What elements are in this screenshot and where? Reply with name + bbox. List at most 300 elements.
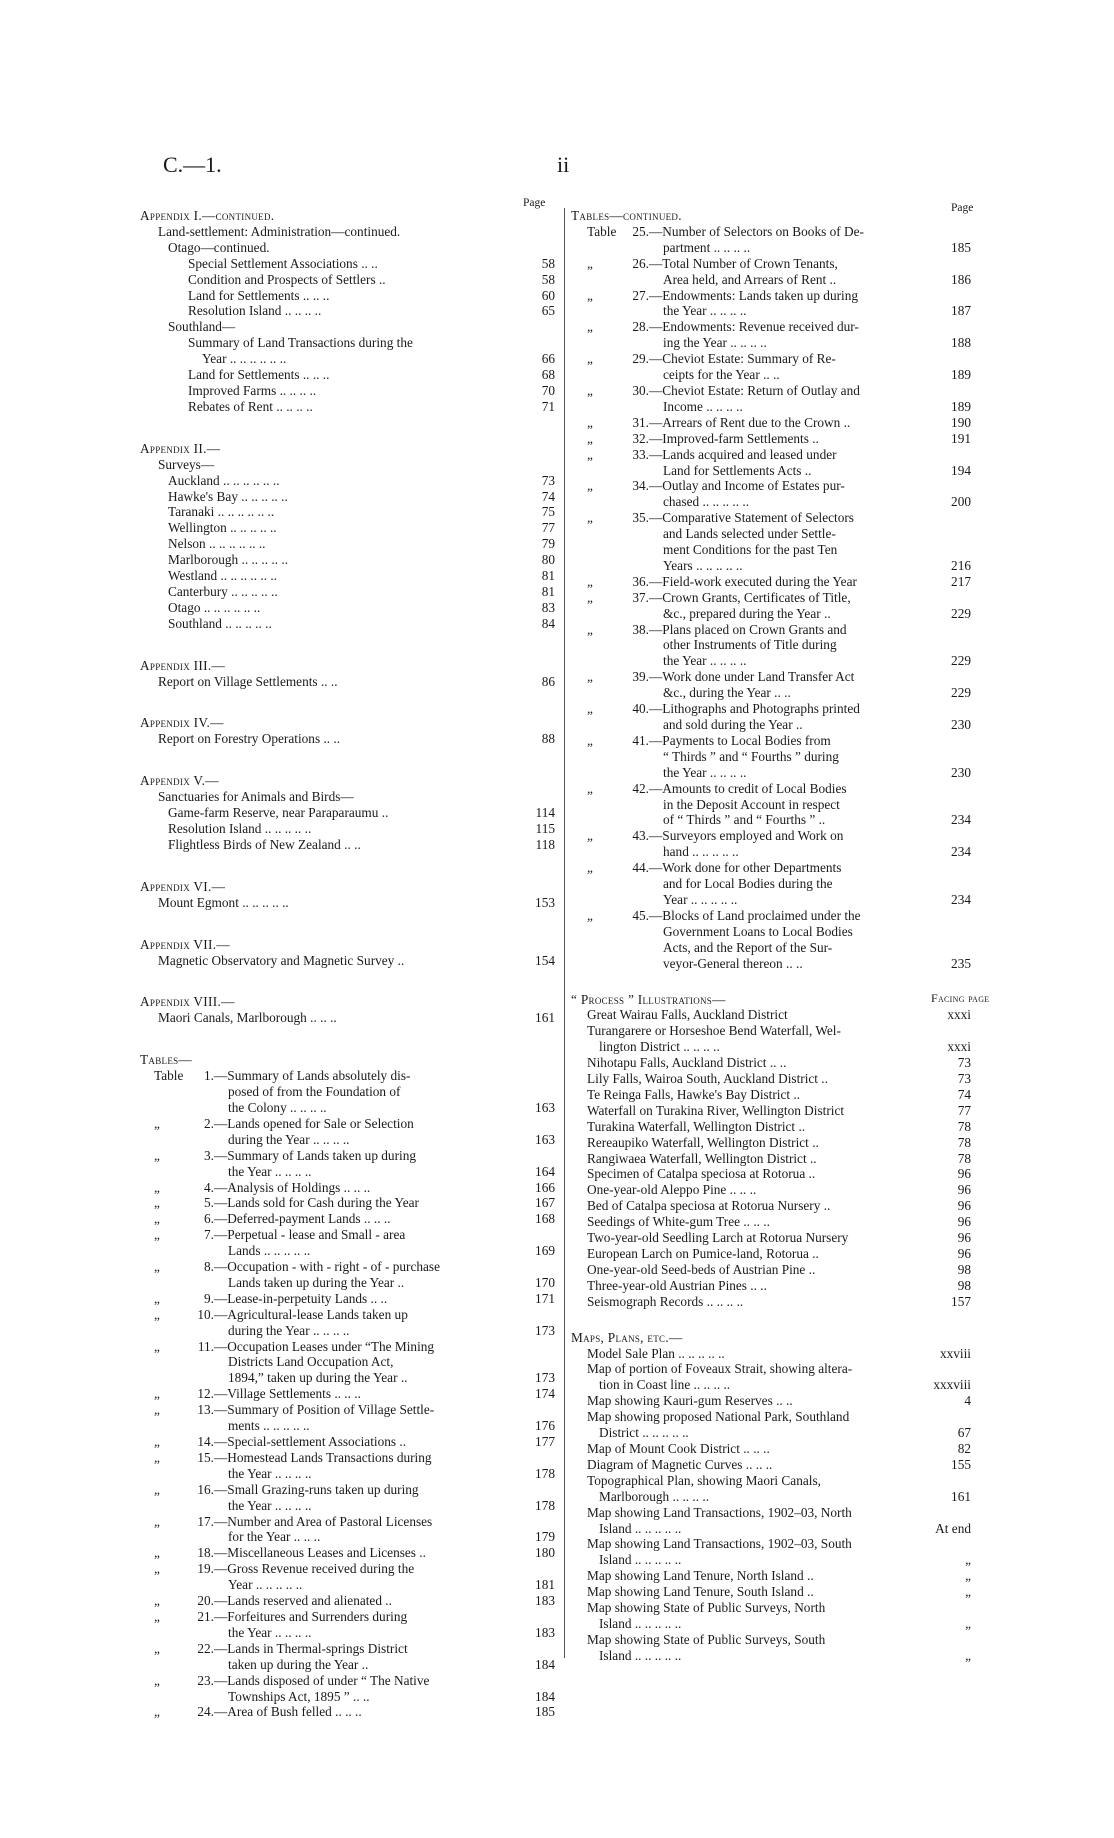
entry-text: Map showing Land Tenure, South Island .. xyxy=(587,1584,814,1600)
entry-page: 170 xyxy=(535,1274,555,1290)
table-entry-line xyxy=(571,940,971,956)
table-number: 42. xyxy=(632,780,649,796)
toc-entry xyxy=(140,552,555,568)
entry-text: Marlborough .. .. .. .. xyxy=(599,1488,710,1504)
table-entry xyxy=(140,1704,555,1720)
table-title: —Homestead Lands Transactions during xyxy=(214,1449,432,1465)
map-entry-line xyxy=(571,1536,971,1552)
left-page-column-label: Page xyxy=(523,197,546,209)
table-prefix: „ xyxy=(587,414,593,430)
table-entry-line xyxy=(571,860,971,876)
entry-page: 84 xyxy=(541,615,555,631)
table-prefix: „ xyxy=(154,1704,160,1720)
document-reference: C.—1. xyxy=(163,152,222,177)
table-prefix: „ xyxy=(154,1513,160,1529)
table-prefix: „ xyxy=(154,1449,160,1465)
table-entry-line xyxy=(140,1084,555,1100)
table-entry xyxy=(571,383,971,415)
table-entry-line xyxy=(140,1307,555,1323)
table-entry-line xyxy=(140,1068,555,1084)
toc-entry: Game-farm Reserve, near Paraparaumu .. 114 xyxy=(168,805,555,821)
toc-entry xyxy=(140,616,555,632)
entry-text: Map showing State of Public Surveys, South xyxy=(587,1631,826,1647)
table-entry-line xyxy=(571,781,971,797)
table-number: 33. xyxy=(632,446,649,462)
entry-text: Turakina Waterfall, Wellington District .. xyxy=(587,1118,806,1134)
table-entry-line xyxy=(571,797,971,813)
table-entry-line xyxy=(140,1195,555,1211)
entry-page: 177 xyxy=(535,1434,555,1449)
table-prefix: „ xyxy=(154,1434,160,1449)
map-entry-line xyxy=(571,1600,971,1616)
table-title: Years .. .. .. .. .. xyxy=(663,557,743,573)
table-entry-line xyxy=(571,383,971,399)
entry-page: 191 xyxy=(951,430,971,446)
table-prefix: „ xyxy=(154,1593,160,1609)
table-entry xyxy=(571,828,971,860)
table-entry-line xyxy=(140,1577,555,1593)
entry-page: xxxviii xyxy=(933,1377,971,1393)
entry-text: Map of portion of Foveaux Strait, showing altera- xyxy=(587,1361,853,1377)
entry-page: 96 xyxy=(957,1214,971,1230)
table-entry-line xyxy=(140,1164,555,1180)
entry-page: 81 xyxy=(541,568,555,584)
entry-page: 185 xyxy=(951,239,971,255)
table-entry-line xyxy=(571,685,971,701)
table-entry xyxy=(140,1068,555,1116)
entry-page: „ xyxy=(965,1647,971,1663)
table-entry-line xyxy=(140,1323,555,1339)
table-prefix: „ xyxy=(154,1481,160,1497)
table-entry-line xyxy=(140,1450,555,1466)
table-entry-line xyxy=(140,1370,555,1386)
map-entry-line xyxy=(571,1361,971,1377)
table-number: 7. xyxy=(204,1227,214,1243)
table-number: 43. xyxy=(632,828,649,844)
table-entry-line xyxy=(140,1243,555,1259)
map-entry-line xyxy=(571,1552,971,1568)
table-title: Area held, and Arrears of Rent .. xyxy=(663,271,837,287)
table-number: 12. xyxy=(197,1386,214,1402)
entry-page: xxxi xyxy=(947,1007,971,1023)
entry-text: Turangarere or Horseshoe Bend Waterfall, Wel- xyxy=(587,1023,841,1039)
toc-entry: Year .. .. .. .. .. .. 66 xyxy=(202,351,555,367)
table-prefix: „ xyxy=(587,860,593,876)
illustration-entry-line xyxy=(571,1182,971,1198)
facing-page-label: Facing page xyxy=(931,990,990,1005)
table-entry xyxy=(140,1641,555,1673)
table-number: 6. xyxy=(204,1211,214,1227)
table-entry xyxy=(140,1116,555,1148)
table-title: of “ Thirds ” and “ Fourths ” .. xyxy=(663,812,826,828)
toc-entry: Land for Settlements .. .. .. 68 xyxy=(188,367,555,383)
table-prefix: „ xyxy=(587,732,593,748)
entry-page: 230 xyxy=(951,717,971,732)
entry-text: Wellington .. .. .. .. .. xyxy=(168,520,277,536)
table-entry xyxy=(140,1514,555,1546)
table-entry xyxy=(140,1307,555,1339)
toc-entry: Mount Egmont .. .. .. .. .. 153 xyxy=(158,894,555,910)
entry-page: 79 xyxy=(541,536,555,552)
table-prefix: „ xyxy=(587,701,593,717)
table-prefix: „ xyxy=(587,589,593,605)
entry-page: xxxi xyxy=(947,1039,971,1055)
table-entry-line xyxy=(571,653,971,669)
entry-page: 194 xyxy=(951,462,971,478)
entry-page: 183 xyxy=(535,1593,555,1609)
table-number: 41. xyxy=(632,732,649,748)
table-prefix: „ xyxy=(154,1306,160,1322)
table-title: Land for Settlements Acts .. xyxy=(663,462,812,478)
table-title: and for Local Bodies during the xyxy=(663,876,833,892)
table-entry-line xyxy=(571,669,971,685)
entry-page: 181 xyxy=(535,1577,555,1593)
land-settlement-heading: Land-settlement: Administration—continued. xyxy=(158,223,401,239)
table-title: —Payments to Local Bodies from xyxy=(649,732,831,748)
illustrations-list xyxy=(571,1007,971,1309)
entry-text: Waterfall on Turakina River, Wellington District xyxy=(587,1102,845,1118)
entry-text: Topographical Plan, showing Maori Canals, xyxy=(587,1472,821,1488)
entry-text: Map of Mount Cook District .. .. .. xyxy=(587,1440,770,1456)
toc-entry: Magnetic Observatory and Magnetic Survey .. 154 xyxy=(158,952,555,968)
table-title: —Small Grazing-runs taken up during xyxy=(214,1481,419,1497)
table-prefix: „ xyxy=(587,446,593,462)
table-entry-line xyxy=(571,574,971,590)
table-number: 27. xyxy=(632,287,649,303)
entry-page: 190 xyxy=(951,414,971,430)
table-number: 18. xyxy=(197,1545,214,1561)
entry-text: Canterbury .. .. .. .. .. xyxy=(168,583,278,599)
entry-page: At end xyxy=(935,1520,971,1536)
entry-page: 73 xyxy=(957,1055,971,1071)
maps-list xyxy=(571,1346,971,1664)
table-title: —Number of Selectors on Books of De- xyxy=(649,223,864,239)
illustration-entry-line xyxy=(571,1214,971,1230)
table-title: Lands taken up during the Year .. xyxy=(228,1274,405,1290)
table-number: 3. xyxy=(204,1147,214,1163)
table-entry xyxy=(571,351,971,383)
entry-text: Island .. .. .. .. .. xyxy=(599,1520,682,1536)
table-title: —Improved-farm Settlements .. xyxy=(649,430,819,446)
table-prefix: „ xyxy=(587,907,593,923)
entry-page: 171 xyxy=(535,1290,555,1306)
map-entry-line xyxy=(571,1521,971,1537)
table-entry-line xyxy=(140,1545,555,1561)
table-prefix: „ xyxy=(587,351,593,367)
entry-text: Map showing Land Transactions, 1902–03, South xyxy=(587,1536,852,1552)
table-prefix: Table xyxy=(587,223,617,239)
table-entry-line xyxy=(140,1498,555,1514)
table-prefix: „ xyxy=(154,1402,160,1418)
table-entry-line xyxy=(571,637,971,653)
table-entry-line xyxy=(140,1609,555,1625)
table-number: 35. xyxy=(632,510,649,526)
table-title: —Miscellaneous Leases and Licenses .. xyxy=(214,1545,426,1561)
entry-page: „ xyxy=(965,1584,971,1600)
entry-page: 186 xyxy=(951,271,971,287)
table-entry xyxy=(571,256,971,288)
table-title: —Summary of Lands taken up during xyxy=(214,1147,417,1163)
entry-page: 174 xyxy=(535,1386,555,1402)
table-title: —Lands in Thermal-springs District xyxy=(214,1640,408,1656)
table-entry-line xyxy=(140,1641,555,1657)
entry-page: 82 xyxy=(957,1440,971,1456)
table-number: 44. xyxy=(632,860,649,876)
entry-page: 163 xyxy=(535,1099,555,1115)
table-prefix: „ xyxy=(154,1386,160,1402)
entry-page: 176 xyxy=(535,1418,555,1434)
table-entry xyxy=(571,781,971,829)
table-prefix: „ xyxy=(154,1211,160,1227)
table-entry xyxy=(140,1195,555,1211)
tables-list-continued xyxy=(571,224,971,972)
table-entry-line xyxy=(140,1673,555,1689)
entry-page: 155 xyxy=(951,1456,971,1472)
table-prefix: „ xyxy=(154,1259,160,1275)
table-title: —Endowments: Revenue received dur- xyxy=(649,319,859,335)
toc-entry xyxy=(140,536,555,552)
table-title: and Lands selected under Settle- xyxy=(663,526,836,542)
table-entry xyxy=(140,1180,555,1196)
entry-page: 229 xyxy=(951,685,971,701)
table-entry-line xyxy=(571,351,971,367)
entry-text: Lily Falls, Wairoa South, Auckland District .. xyxy=(587,1071,828,1087)
table-title: Districts Land Occupation Act, xyxy=(228,1354,394,1370)
map-entry-line xyxy=(571,1473,971,1489)
table-number: 5. xyxy=(204,1195,214,1211)
table-number: 45. xyxy=(632,907,649,923)
table-prefix: „ xyxy=(587,255,593,271)
entry-page: 164 xyxy=(535,1163,555,1179)
entry-page: 78 xyxy=(957,1134,971,1150)
left-column xyxy=(140,208,555,1720)
table-entry xyxy=(571,860,971,908)
table-entry-line xyxy=(140,1227,555,1243)
entry-page: 166 xyxy=(535,1179,555,1195)
illustration-entry-line xyxy=(571,1023,971,1039)
table-title: —Lease-in-perpetuity Lands .. .. xyxy=(214,1290,388,1306)
table-title: —Arrears of Rent due to the Crown .. xyxy=(649,414,851,430)
table-entry-line xyxy=(140,1418,555,1434)
table-number: 30. xyxy=(632,382,649,398)
toc-entry: Resolution Island .. .. .. .. .. 115 xyxy=(168,821,555,836)
table-title: other Instruments of Title during xyxy=(663,637,837,653)
table-title: —Work done under Land Transfer Act xyxy=(649,669,855,685)
table-entry-line xyxy=(571,272,971,288)
entry-text: Island .. .. .. .. .. xyxy=(599,1647,682,1663)
table-title: “ Thirds ” and “ Fourths ” during xyxy=(663,748,839,764)
table-title: —Endowments: Lands taken up during xyxy=(649,287,859,303)
table-prefix: „ xyxy=(154,1195,160,1211)
table-prefix: „ xyxy=(154,1545,160,1561)
appendix-5-heading: Appendix V.— xyxy=(140,773,219,789)
table-title: the Colony .. .. .. .. xyxy=(228,1099,327,1115)
table-entry xyxy=(571,510,971,574)
table-number: 39. xyxy=(632,669,649,685)
entry-page: 96 xyxy=(957,1230,971,1246)
entry-text: Marlborough .. .. .. .. .. xyxy=(168,552,289,568)
table-entry xyxy=(140,1291,555,1307)
table-entry-line xyxy=(571,828,971,844)
table-title: hand .. .. .. .. .. xyxy=(663,844,739,860)
table-entry xyxy=(140,1148,555,1180)
table-number: 22. xyxy=(197,1640,214,1656)
entry-page: 157 xyxy=(951,1293,971,1309)
otago-heading: Otago—continued. xyxy=(168,239,270,255)
entry-page: 77 xyxy=(541,520,555,536)
table-title: for the Year .. .. .. xyxy=(228,1529,321,1545)
illustration-entry-line xyxy=(571,1055,971,1071)
table-number: 9. xyxy=(204,1290,214,1306)
entry-text: Map showing proposed National Park, Southland xyxy=(587,1409,850,1425)
map-entry-line xyxy=(571,1616,971,1632)
table-title: —Lands sold for Cash during the Year xyxy=(214,1195,419,1211)
entry-page: 73 xyxy=(957,1071,971,1087)
table-entry-line xyxy=(571,303,971,319)
table-entry xyxy=(140,1339,555,1387)
table-title: &c., during the Year .. .. xyxy=(663,685,791,701)
table-title: —Lithographs and Photographs printed xyxy=(649,701,860,717)
table-title: Government Loans to Local Bodies xyxy=(663,923,853,939)
toc-entry: Report on Village Settlements .. .. 86 xyxy=(158,673,555,689)
table-entry-line xyxy=(140,1657,555,1673)
toc-entry xyxy=(140,473,555,489)
entry-text: Seedings of White-gum Tree .. .. .. xyxy=(587,1214,770,1230)
table-entry-line xyxy=(571,367,971,383)
table-number: 36. xyxy=(632,573,649,589)
table-title: —Work done for other Departments xyxy=(649,860,842,876)
entry-page: „ xyxy=(965,1568,971,1584)
table-title: —Perpetual - lease and Small - area xyxy=(214,1227,406,1243)
table-title: ments .. .. .. .. .. xyxy=(228,1418,310,1434)
right-column xyxy=(571,208,990,1664)
table-title: the Year .. .. .. .. xyxy=(228,1497,312,1513)
table-entry xyxy=(140,1386,555,1402)
table-number: 23. xyxy=(197,1672,214,1688)
entry-text: Map showing Land Transactions, 1902–03, North xyxy=(587,1504,852,1520)
table-entry-line xyxy=(140,1466,555,1482)
table-entry xyxy=(140,1593,555,1609)
table-entry-line xyxy=(140,1259,555,1275)
table-entry-line xyxy=(571,431,971,447)
table-number: 29. xyxy=(632,351,649,367)
entry-page: 169 xyxy=(535,1243,555,1259)
toc-entry: Land for Settlements .. .. .. 60 xyxy=(188,287,555,303)
entry-page: 185 xyxy=(535,1704,555,1720)
table-entry-line xyxy=(571,733,971,749)
table-title: the Year .. .. .. .. xyxy=(663,303,747,319)
maps-heading: Maps, Plans, etc.— xyxy=(571,1329,683,1345)
table-title: Year .. .. .. .. .. xyxy=(663,891,738,907)
entry-text: Nelson .. .. .. .. .. .. xyxy=(168,536,266,552)
table-title: —Lands disposed of under “ The Native xyxy=(214,1672,430,1688)
sanctuaries-heading: Sanctuaries for Animals and Birds— xyxy=(158,789,354,805)
table-prefix: „ xyxy=(154,1290,160,1306)
table-number: 20. xyxy=(197,1593,214,1609)
table-entry-line xyxy=(140,1275,555,1291)
entry-text: Seismograph Records .. .. .. .. xyxy=(587,1293,744,1309)
entry-text: Three-year-old Austrian Pines .. .. xyxy=(587,1277,767,1293)
table-entry-line xyxy=(571,908,971,924)
table-title: —Blocks of Land proclaimed under the xyxy=(649,907,861,923)
entry-text: Diagram of Magnetic Curves .. .. .. xyxy=(587,1456,773,1472)
entry-page: 178 xyxy=(535,1465,555,1481)
table-entry xyxy=(140,1434,555,1450)
map-entry-line xyxy=(571,1346,971,1362)
toc-entry: Report on Forestry Operations .. .. 88 xyxy=(158,731,555,747)
table-entry-line xyxy=(140,1291,555,1307)
table-title: Townships Act, 1895 ” .. .. xyxy=(228,1688,370,1704)
table-title: —Deferred-payment Lands .. .. .. xyxy=(214,1211,391,1227)
table-entry-line xyxy=(571,749,971,765)
table-title: —Surveyors employed and Work on xyxy=(649,828,844,844)
table-entry-line xyxy=(571,590,971,606)
illustration-entry-line xyxy=(571,1246,971,1262)
table-entry-line xyxy=(140,1211,555,1227)
entry-text: Model Sale Plan .. .. .. .. .. xyxy=(587,1345,725,1361)
table-entry-line xyxy=(571,240,971,256)
entry-page: 178 xyxy=(535,1497,555,1513)
table-prefix: „ xyxy=(154,1147,160,1163)
table-prefix: „ xyxy=(587,828,593,844)
table-entry-line xyxy=(571,542,971,558)
table-number: 40. xyxy=(632,701,649,717)
entry-page: 216 xyxy=(951,557,971,573)
table-entry xyxy=(571,447,971,479)
table-number: 1. xyxy=(204,1068,214,1084)
table-number: 2. xyxy=(204,1115,214,1131)
table-entry xyxy=(140,1227,555,1259)
entry-page: 173 xyxy=(535,1322,555,1338)
table-title: —Agricultural-lease Lands taken up xyxy=(214,1306,408,1322)
table-entry xyxy=(140,1561,555,1593)
entry-text: lington District .. .. .. .. xyxy=(599,1039,720,1055)
entry-text: Island .. .. .. .. .. xyxy=(599,1615,682,1631)
table-title: —Comparative Statement of Selectors xyxy=(649,510,854,526)
table-title: partment .. .. .. .. xyxy=(663,239,751,255)
illustration-entry-line xyxy=(571,1071,971,1087)
table-title: Income .. .. .. .. xyxy=(663,398,743,414)
table-entry-line xyxy=(140,1561,555,1577)
entry-text: Map showing State of Public Surveys, North xyxy=(587,1600,826,1616)
table-entry-line xyxy=(571,319,971,335)
entry-page: 73 xyxy=(541,472,555,488)
table-entry-line xyxy=(571,876,971,892)
table-entry-line xyxy=(140,1180,555,1196)
entry-text: District .. .. .. .. .. xyxy=(599,1425,689,1441)
map-entry-line xyxy=(571,1393,971,1409)
table-title: in the Deposit Account in respect xyxy=(663,796,840,812)
entry-page: 96 xyxy=(957,1182,971,1198)
entry-text: One-year-old Seed-beds of Austrian Pine .. xyxy=(587,1261,816,1277)
table-title: 1894,” taken up during the Year .. xyxy=(228,1370,408,1386)
table-title: chased .. .. .. .. .. xyxy=(663,494,750,510)
table-prefix: „ xyxy=(154,1608,160,1624)
table-title: taken up during the Year .. xyxy=(228,1656,369,1672)
entry-page: 81 xyxy=(541,583,555,599)
table-entry-line xyxy=(140,1100,555,1116)
tables-heading: Tables— xyxy=(140,1052,193,1068)
table-entry-line xyxy=(140,1402,555,1418)
entry-text: Rangiwaea Waterfall, Wellington District .. xyxy=(587,1150,817,1166)
table-entry-line xyxy=(140,1625,555,1641)
table-entry xyxy=(140,1545,555,1561)
toc-entry: Rebates of Rent .. .. .. .. 71 xyxy=(188,398,555,414)
table-entry xyxy=(140,1259,555,1291)
illustration-entry-line xyxy=(571,1151,971,1167)
entry-page: 180 xyxy=(535,1545,555,1561)
entry-text: Southland .. .. .. .. .. xyxy=(168,615,272,631)
